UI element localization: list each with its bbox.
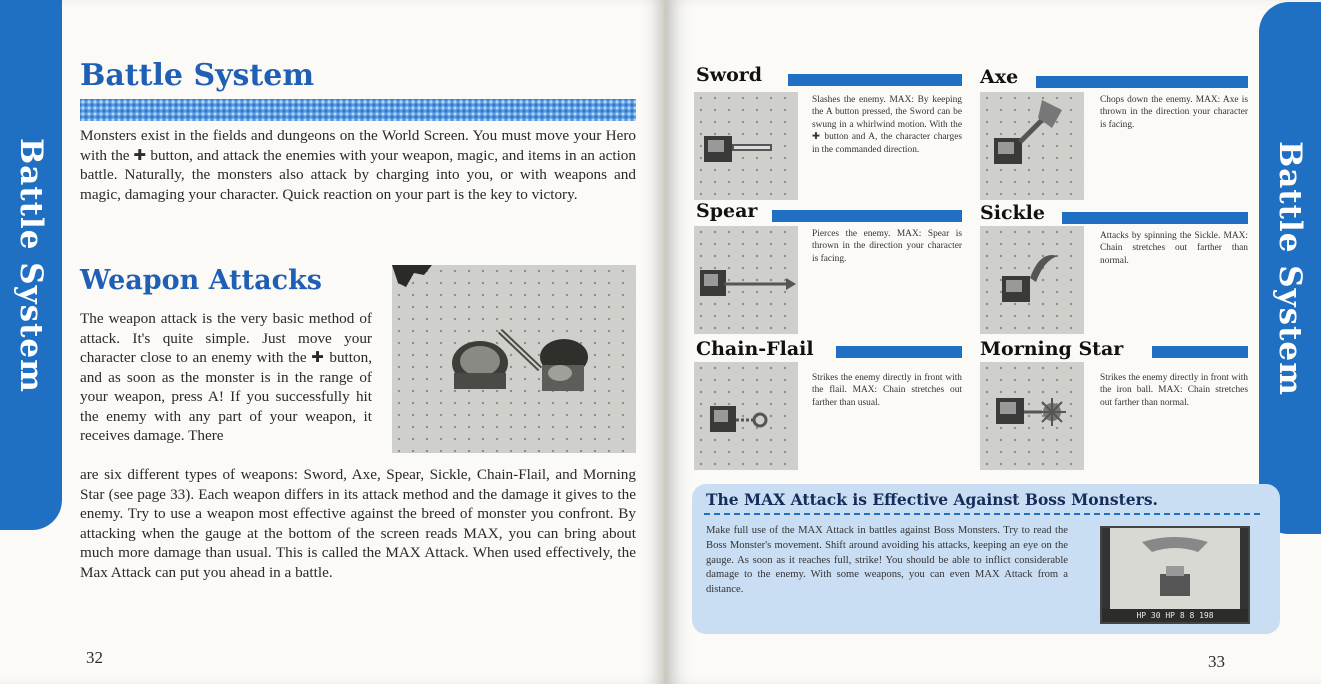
weapon-paragraph-top: The weapon attack is the very basic method of attack. It's quite simple. Just move your character close to an enemy with the ✚ button, and as soon as the monster is in the range of your weapon, press A! If you successfully hit the enemy with any part of your weapon, it receives damage. There — [80, 310, 372, 444]
side-tab-left — [0, 0, 62, 530]
weapon-desc-morning-star: Strikes the enemy directly in front with the iron ball. MAX: Chain stretches out farther than normal. — [1100, 373, 1248, 408]
hero-sprite — [540, 339, 588, 391]
weapon-title-bar — [1062, 212, 1248, 224]
monster-sprite — [452, 341, 508, 389]
weapon-desc-chain-flail: Strikes the enemy directly in front with the flail. MAX: Chain stretches out farther than usual. — [812, 373, 962, 408]
weapon-title-sickle: Sickle — [980, 202, 1045, 224]
boss-scene-illustration — [1102, 528, 1248, 609]
weapon-title-bar — [788, 74, 962, 86]
weapon-title-chain-flail: Chain-Flail — [696, 338, 814, 360]
weapon-screenshot-spear — [694, 226, 798, 334]
weapon-desc-axe: Chops down the enemy. MAX: Axe is thrown in the direction your character is facing. — [1100, 95, 1248, 130]
weapon-screenshot-sickle — [980, 226, 1084, 334]
weapon-desc-sword: Slashes the enemy. MAX: By keeping the A button pressed, the Sword can be swung in a whirlwind motion. With the ✚ button and A, the character charges in the commanded direction. — [812, 95, 962, 155]
title-pattern-band — [80, 99, 636, 121]
side-tab-right — [1259, 2, 1321, 534]
weapon-title-bar — [772, 210, 962, 222]
battle-screenshot — [392, 265, 636, 453]
weapon-title-spear: Spear — [696, 200, 758, 222]
page-number-left: 32 — [86, 648, 103, 667]
page-title: Battle System — [80, 58, 315, 93]
battle-scene-illustration — [392, 265, 636, 453]
chain-flail-icon — [694, 362, 798, 470]
weapon-title-bar — [836, 346, 962, 358]
intro-paragraph: Monsters exist in the fields and dungeons on the World Screen. You must move your Hero with the ✚ button, and attack the enemies with your weapon, magic, and items in an action battle. Naturally, the monsters also attack by charging into you, or with weapons and magic, damaging your character. Quick reaction on your part is the key to victory. — [80, 127, 636, 203]
spear-icon — [694, 226, 798, 334]
boss-battle-screenshot — [1100, 526, 1250, 624]
weapon-desc-sickle: Attacks by spinning the Sickle. MAX: Chain stretches out farther than normal. — [1100, 231, 1248, 266]
weapon-paragraph-bottom: are six different types of weapons: Sword, Axe, Spear, Sickle, Chain-Flail, and Morning Star (see page 33). Each weapon differs in its attack method and the damage it gives to the enemy. Try to use a weapon most effective against the breed of monster you confront. By attacking when the gauge at the bottom of the screen reads MAX, you can bring about much more damage than usual. This is called the MAX Attack. When used effectively, the Max Attack can put you ahead in a battle. — [80, 466, 636, 581]
max-attack-callout — [692, 484, 1280, 634]
page-number-right: 33 — [1208, 652, 1225, 671]
weapon-screenshot-morning-star — [980, 362, 1084, 470]
status-gauge: HP 30 HP 8 8 198 — [1102, 609, 1248, 622]
max-attack-title: The MAX Attack is Effective Against Boss Monsters. — [706, 490, 1158, 509]
weapon-title-morning-star: Morning Star — [980, 338, 1124, 360]
axe-icon — [980, 92, 1084, 200]
weapon-desc-spear: Pierces the enemy. MAX: Spear is thrown in the direction your character is facing. — [812, 229, 962, 264]
weapon-title-bar — [1152, 346, 1248, 358]
sword-icon — [694, 92, 798, 200]
callout-divider — [704, 513, 1260, 515]
weapon-title-bar — [1036, 76, 1248, 88]
right-page — [668, 0, 1321, 684]
weapon-title-axe: Axe — [980, 66, 1019, 88]
side-tab-label: Battle System — [13, 137, 49, 393]
weapon-screenshot-axe — [980, 92, 1084, 200]
sickle-icon — [980, 226, 1084, 334]
side-tab-label: Battle System — [1272, 140, 1308, 396]
weapon-attacks-heading: Weapon Attacks — [80, 265, 322, 296]
max-attack-text: Make full use of the MAX Attack in battles against Boss Monsters. Try to read the Boss Monster's movement. Shift around avoiding his attacks, keeping an eye on the gauge. As soon as it reaches full, strike! You should be able to inflict considerable damage to the enemy. With some weapons, you can even MAX Attack from a distance. — [706, 525, 1068, 596]
weapon-title-sword: Sword — [696, 64, 763, 86]
weapon-screenshot-sword — [694, 92, 798, 200]
morning-star-icon — [980, 362, 1084, 470]
weapon-screenshot-chain-flail — [694, 362, 798, 470]
